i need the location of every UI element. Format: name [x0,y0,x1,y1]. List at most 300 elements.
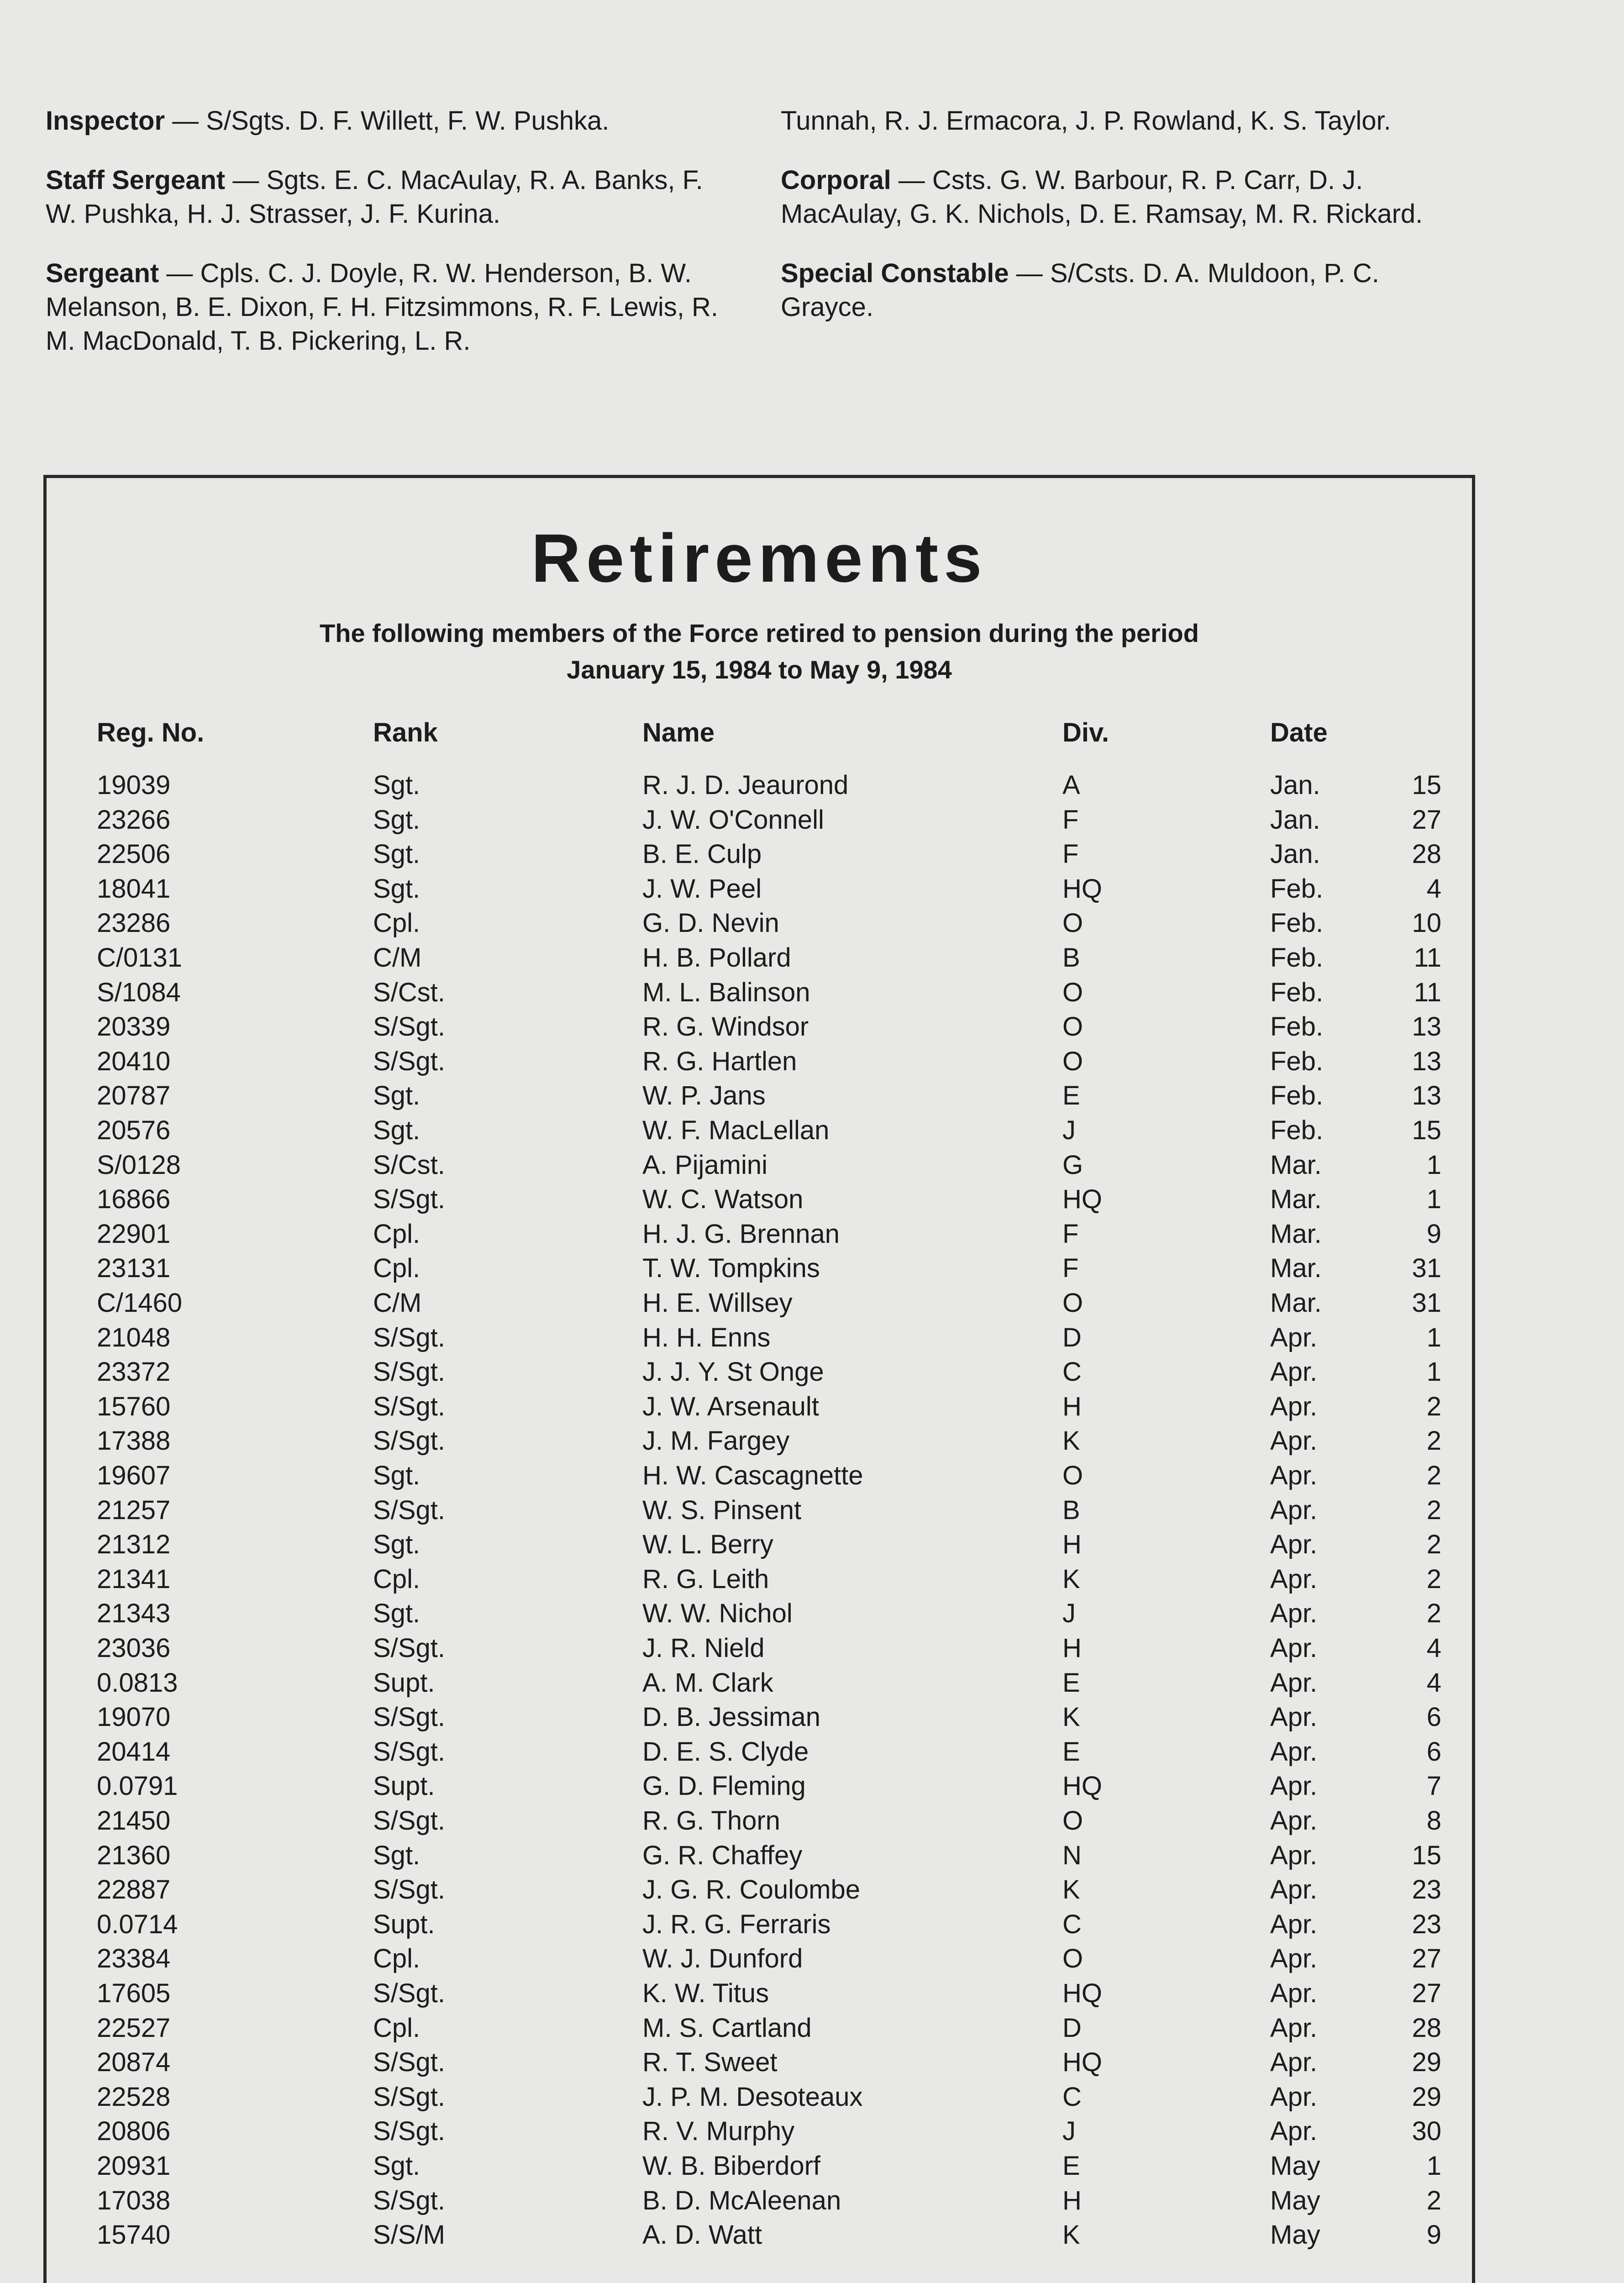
table-row [47,1804,1472,1838]
name-cell: W. J. Dunford [642,1944,803,1974]
table-row [47,1838,1472,1873]
day-cell: 4 [1426,1668,1441,1698]
div-cell: O [1062,1944,1083,1974]
reg-no-cell: 22527 [97,2013,171,2043]
table-row [47,1286,1472,1320]
table-row [47,1424,1472,1458]
name-cell: A. Pijamini [642,1150,767,1180]
table-row [47,837,1472,872]
table-row [47,1010,1472,1044]
rank-cell: Cpl. [373,1253,420,1284]
month-cell: Apr. [1270,1668,1318,1698]
day-cell: 9 [1426,1219,1441,1249]
month-cell: Apr. [1270,1599,1318,1629]
reg-no-cell: 15760 [97,1391,171,1421]
promotion-entry [781,104,1475,138]
rank-cell: S/S/M [373,2220,445,2250]
table-row [47,906,1472,941]
table-row [47,2149,1472,2183]
month-cell: Apr. [1270,1391,1318,1421]
month-cell: Feb. [1270,908,1324,938]
table-row [47,1700,1472,1735]
day-cell: 2 [1426,1564,1441,1594]
promotion-rank: Inspector [46,106,165,136]
month-cell: Feb. [1270,977,1324,1007]
rank-cell: S/Sgt. [373,1391,445,1421]
div-cell: H [1062,1530,1082,1560]
day-cell: 28 [1412,839,1441,869]
day-cell: 1 [1426,1322,1441,1352]
day-cell: 31 [1412,1253,1441,1284]
day-cell: 11 [1414,943,1441,973]
day-cell: 2 [1426,1599,1441,1629]
day-cell: 9 [1426,2220,1441,2250]
table-row [47,1527,1472,1562]
day-cell: 13 [1412,1081,1441,1111]
div-cell: O [1062,1461,1083,1490]
div-cell: HQ [1062,1184,1102,1215]
day-cell: 27 [1412,1944,1441,1974]
reg-no-cell: C/1460 [97,1288,183,1318]
month-cell: Apr. [1270,1806,1318,1836]
reg-no-cell: 21341 [97,1564,171,1594]
month-cell: Apr. [1270,1909,1318,1939]
promotion-rank: Staff Sergeant [46,165,226,195]
name-cell: G. D. Nevin [642,908,779,938]
reg-no-cell: 16866 [97,1184,171,1215]
name-cell: B. D. McAleenan [642,2185,841,2215]
day-cell: 15 [1412,770,1441,800]
div-cell: HQ [1062,873,1102,904]
rank-cell: S/Sgt. [373,2047,445,2078]
day-cell: 6 [1426,1736,1441,1767]
month-cell: Apr. [1270,1633,1318,1663]
rank-cell: S/Sgt. [373,1633,445,1663]
rank-cell: Cpl. [373,1219,420,1249]
div-cell: HQ [1062,1771,1102,1801]
div-cell: A [1062,770,1080,800]
div-cell: E [1062,2151,1080,2181]
name-cell: A. D. Watt [642,2220,762,2250]
reg-no-cell: 19607 [97,1461,171,1490]
month-cell: Apr. [1270,2047,1318,2078]
intro-line-1: The following members of the Force retired to pension during the period [320,619,1199,647]
reg-no-cell: 20787 [97,1081,171,1111]
table-row [47,1735,1472,1769]
table-header [47,715,1472,750]
month-cell: Apr. [1270,1461,1318,1490]
div-cell: H [1062,1633,1082,1663]
div-cell: B [1062,943,1080,973]
name-cell: M. S. Cartland [642,2013,812,2043]
promotions-left-column [46,104,740,384]
div-cell: F [1062,1219,1079,1249]
reg-no-cell: 21048 [97,1322,171,1352]
name-cell: H. W. Cascagnette [642,1461,863,1490]
reg-no-cell: 17605 [97,1978,171,2008]
reg-no-cell: 21257 [97,1495,171,1525]
table-row [47,2011,1472,2046]
name-cell: R. G. Thorn [642,1806,780,1836]
month-cell: Mar. [1270,1184,1322,1215]
header-name: Name [642,718,715,747]
promotion-names: Csts. G. W. Barbour, R. P. Carr, D. J. MacAulay, G. K. Nichols, D. E. Ramsay, M. R. Rickard. [781,165,1423,229]
reg-no-cell: 20576 [97,1115,171,1145]
promotion-names: Cpls. C. J. Doyle, R. W. Henderson, B. W. Melanson, B. E. Dixon, F. H. Fitzsimmons, R. F. Lewis, R. M. MacDonald, T. B. Pickering, L. R. [46,258,718,356]
reg-no-cell: C/0131 [97,943,183,973]
name-cell: A. M. Clark [642,1668,773,1698]
name-cell: J. W. Arsenault [642,1391,819,1421]
name-cell: R. G. Windsor [642,1012,809,1042]
table-row [47,2080,1472,2115]
month-cell: Apr. [1270,1702,1318,1732]
month-cell: Feb. [1270,1046,1324,1076]
name-cell: J. J. Y. St Onge [642,1357,824,1387]
reg-no-cell: 22528 [97,2082,171,2112]
month-cell: Feb. [1270,1115,1324,1145]
day-cell: 29 [1412,2047,1441,2078]
table-row [47,1458,1472,1493]
reg-no-cell: 20414 [97,1736,171,1767]
rank-cell: Sgt. [373,1840,420,1870]
month-cell: Apr. [1270,1944,1318,1974]
month-cell: Apr. [1270,1875,1318,1905]
table-row [47,1078,1472,1113]
name-cell: M. L. Balinson [642,977,810,1007]
reg-no-cell: 22901 [97,1219,171,1249]
rank-cell: Sgt. [373,1530,420,1560]
rank-cell: S/Sgt. [373,1322,445,1352]
reg-no-cell: 19070 [97,1702,171,1732]
month-cell: Jan. [1270,839,1320,869]
div-cell: F [1062,1253,1079,1284]
table-row [47,872,1472,906]
name-cell: H. H. Enns [642,1322,771,1352]
reg-no-cell: 22506 [97,839,171,869]
div-cell: K [1062,1426,1080,1456]
div-cell: H [1062,2185,1082,2215]
table-row [47,1389,1472,1424]
div-cell: F [1062,839,1079,869]
rank-cell: S/Sgt. [373,1426,445,1456]
rank-cell: S/Sgt. [373,2116,445,2146]
rank-cell: Cpl. [373,908,420,938]
day-cell: 13 [1412,1012,1441,1042]
reg-no-cell: 17388 [97,1426,171,1456]
name-cell: T. W. Tompkins [642,1253,820,1284]
month-cell: Apr. [1270,1530,1318,1560]
promotion-rank: Special Constable [781,258,1009,288]
reg-no-cell: S/0128 [97,1150,181,1180]
div-cell: O [1062,1046,1083,1076]
name-cell: H. J. G. Brennan [642,1219,840,1249]
rank-cell: S/Sgt. [373,2185,445,2215]
reg-no-cell: 23131 [97,1253,171,1284]
table-row [47,1113,1472,1148]
div-cell: E [1062,1668,1080,1698]
div-cell: HQ [1062,1978,1102,2008]
reg-no-cell: 23266 [97,805,171,835]
name-cell: J. M. Fargey [642,1426,790,1456]
table-row [47,803,1472,837]
table-row [47,1148,1472,1183]
table-row [47,2183,1472,2218]
rank-cell: Sgt. [373,2151,420,2181]
rank-cell: S/Sgt. [373,1736,445,1767]
month-cell: May [1270,2185,1320,2215]
reg-no-cell: 20874 [97,2047,171,2078]
div-cell: E [1062,1736,1080,1767]
name-cell: J. R. Nield [642,1633,765,1663]
reg-no-cell: 23286 [97,908,171,938]
day-cell: 2 [1426,1495,1441,1525]
name-cell: G. D. Fleming [642,1771,806,1801]
div-cell: B [1062,1495,1080,1525]
reg-no-cell: 18041 [97,873,171,904]
table-row [47,1493,1472,1528]
reg-no-cell: 0.0791 [97,1771,178,1801]
table-row [47,1873,1472,1907]
day-cell: 1 [1426,1184,1441,1215]
table-row [47,2218,1472,2252]
table-row [47,1182,1472,1217]
name-cell: W. P. Jans [642,1081,766,1111]
day-cell: 2 [1426,1461,1441,1490]
table-row [47,1251,1472,1286]
table-row [47,1769,1472,1804]
div-cell: O [1062,1288,1083,1318]
table-row [47,1907,1472,1942]
reg-no-cell: 23036 [97,1633,171,1663]
day-cell: 4 [1426,1633,1441,1663]
rank-cell: C/M [373,943,422,973]
rank-cell: Sgt. [373,839,420,869]
table-row [47,2045,1472,2080]
rank-cell: Sgt. [373,805,420,835]
rank-cell: C/M [373,1288,422,1318]
rank-cell: S/Sgt. [373,1012,445,1042]
name-cell: J. P. M. Desoteaux [642,2082,863,2112]
rank-cell: Cpl. [373,2013,420,2043]
name-cell: W. W. Nichol [642,1599,793,1629]
day-cell: 10 [1412,908,1441,938]
rank-cell: Sgt. [373,1599,420,1629]
header-rank: Rank [373,718,438,747]
name-cell: W. F. MacLellan [642,1115,830,1145]
name-cell: R. T. Sweet [642,2047,778,2078]
intro-line-2: January 15, 1984 to May 9, 1984 [567,655,952,684]
div-cell: O [1062,908,1083,938]
name-cell: J. R. G. Ferraris [642,1909,831,1939]
name-cell: W. L. Berry [642,1530,773,1560]
rank-cell: Cpl. [373,1564,420,1594]
day-cell: 31 [1412,1288,1441,1318]
rank-cell: S/Sgt. [373,1357,445,1387]
month-cell: Apr. [1270,1426,1318,1456]
day-cell: 7 [1426,1771,1441,1801]
div-cell: G [1062,1150,1083,1180]
table-row [47,975,1472,1010]
retirements-intro [47,615,1472,688]
promotion-entry: Sergeant — Cpls. C. J. Doyle, R. W. Henderson, B. W. Melanson, B. E. Dixon, F. H. Fitzsimmons, R. F. Lewis, R. M. MacDonald, T. B. Pickering, L. R. [46,258,718,356]
div-cell: K [1062,1702,1080,1732]
name-cell: W. C. Watson [642,1184,804,1215]
rank-cell: S/Sgt. [373,1806,445,1836]
div-cell: C [1062,1909,1082,1939]
day-cell: 4 [1426,873,1441,904]
month-cell: Apr. [1270,1322,1318,1352]
month-cell: Jan. [1270,770,1320,800]
reg-no-cell: 15740 [97,2220,171,2250]
day-cell: 1 [1426,2151,1441,2181]
month-cell: Jan. [1270,805,1320,835]
day-cell: 23 [1412,1875,1441,1905]
reg-no-cell: 0.0714 [97,1909,178,1939]
div-cell: C [1062,1357,1082,1387]
name-cell: D. E. S. Clyde [642,1736,809,1767]
day-cell: 11 [1414,977,1441,1007]
div-cell: F [1062,805,1079,835]
rank-cell: S/Cst. [373,977,445,1007]
reg-no-cell: 19039 [97,770,171,800]
day-cell: 8 [1426,1806,1441,1836]
month-cell: Apr. [1270,1495,1318,1525]
month-cell: Mar. [1270,1288,1322,1318]
month-cell: Feb. [1270,873,1324,904]
rank-cell: S/Sgt. [373,1184,445,1215]
rank-cell: Sgt. [373,1115,420,1145]
rank-cell: S/Sgt. [373,2082,445,2112]
month-cell: May [1270,2151,1320,2181]
table-row [47,941,1472,975]
div-cell: J [1062,1115,1076,1145]
day-cell: 15 [1412,1840,1441,1870]
reg-no-cell: 0.0813 [97,1668,178,1698]
div-cell: J [1062,1599,1076,1629]
month-cell: Mar. [1270,1150,1322,1180]
month-cell: Apr. [1270,1978,1318,2008]
name-cell: J. W. O'Connell [642,805,824,835]
rank-cell: S/Sgt. [373,1495,445,1525]
month-cell: Mar. [1270,1253,1322,1284]
div-cell: H [1062,1391,1082,1421]
promotion-entry: Inspector — S/Sgts. D. F. Willett, F. W. Pushka. [46,106,610,136]
day-cell: 15 [1412,1115,1441,1145]
div-cell: C [1062,2082,1082,2112]
day-cell: 2 [1426,1426,1441,1456]
rank-cell: Sgt. [373,770,420,800]
month-cell: Feb. [1270,1081,1324,1111]
day-cell: 27 [1412,1978,1441,2008]
month-cell: Apr. [1270,2013,1318,2043]
promotion-names: Tunnah, R. J. Ermacora, J. P. Rowland, K. S. Taylor. [781,106,1391,136]
month-cell: Mar. [1270,1219,1322,1249]
day-cell: 30 [1412,2116,1441,2146]
month-cell: Apr. [1270,1840,1318,1870]
name-cell: B. E. Culp [642,839,762,869]
table-row [47,1355,1472,1389]
day-cell: 1 [1426,1357,1441,1387]
month-cell: Apr. [1270,1736,1318,1767]
table-row [47,1217,1472,1252]
reg-no-cell: 20410 [97,1046,171,1076]
div-cell: K [1062,2220,1080,2250]
rank-cell: Supt. [373,1771,435,1801]
name-cell: R. V. Murphy [642,2116,795,2146]
div-cell: HQ [1062,2047,1102,2078]
name-cell: D. B. Jessiman [642,1702,820,1732]
reg-no-cell: 17038 [97,2185,171,2215]
rank-cell: Cpl. [373,1944,420,1974]
reg-no-cell: 21312 [97,1530,171,1560]
div-cell: K [1062,1564,1080,1594]
table-row [47,1044,1472,1079]
name-cell: J. G. R. Coulombe [642,1875,861,1905]
table-row [47,1941,1472,1976]
name-cell: H. B. Pollard [642,943,791,973]
day-cell: 23 [1412,1909,1441,1939]
rank-cell: S/Sgt. [373,1046,445,1076]
name-cell: R. G. Leith [642,1564,769,1594]
rank-cell: Sgt. [373,1461,420,1490]
reg-no-cell: 20806 [97,2116,171,2146]
day-cell: 2 [1426,2185,1441,2215]
div-cell: J [1062,2116,1076,2146]
div-cell: O [1062,1012,1083,1042]
reg-no-cell: 22887 [97,1875,171,1905]
day-cell: 29 [1412,2082,1441,2112]
reg-no-cell: 23384 [97,1944,171,1974]
retirements-title: Retirements [531,520,988,596]
reg-no-cell: S/1084 [97,977,181,1007]
day-cell: 1 [1426,1150,1441,1180]
name-cell: R. J. D. Jeaurond [642,770,849,800]
table-row [47,1666,1472,1700]
table-row [47,1976,1472,2011]
div-cell: O [1062,1806,1083,1836]
month-cell: Apr. [1270,1357,1318,1387]
day-cell: 27 [1412,805,1441,835]
reg-no-cell: 20931 [97,2151,171,2181]
promotion-names: Sgts. E. C. MacAulay, R. A. Banks, F. W. Pushka, H. J. Strasser, J. F. Kurina. [46,165,703,229]
rank-cell: S/Sgt. [373,1978,445,2008]
rank-cell: Sgt. [373,873,420,904]
header-date: Date [1270,718,1328,747]
day-cell: 2 [1426,1391,1441,1421]
header-div: Div. [1062,718,1109,747]
month-cell: Apr. [1270,2082,1318,2112]
month-cell: Feb. [1270,1012,1324,1042]
table-row [47,1596,1472,1631]
table-row [47,1320,1472,1355]
table-row [47,768,1472,803]
name-cell: W. B. Biberdorf [642,2151,821,2181]
name-cell: R. G. Hartlen [642,1046,797,1076]
promotion-entry: Special Constable — S/Csts. D. A. Muldoon, P. C. Grayce. [781,258,1379,322]
promotion-entry: Staff Sergeant — Sgts. E. C. MacAulay, R. A. Banks, F. W. Pushka, H. J. Strasser, J. F. Kurina. [46,165,703,229]
reg-no-cell: 20339 [97,1012,171,1042]
div-cell: K [1062,1875,1080,1905]
div-cell: E [1062,1081,1080,1111]
div-cell: O [1062,977,1083,1007]
reg-no-cell: 21343 [97,1599,171,1629]
promotion-rank: Sergeant [46,258,159,288]
retirements-box [43,475,1475,2283]
name-cell: H. E. Willsey [642,1288,793,1318]
div-cell: N [1062,1840,1082,1870]
rank-cell: S/Sgt. [373,1875,445,1905]
month-cell: Apr. [1270,1564,1318,1594]
